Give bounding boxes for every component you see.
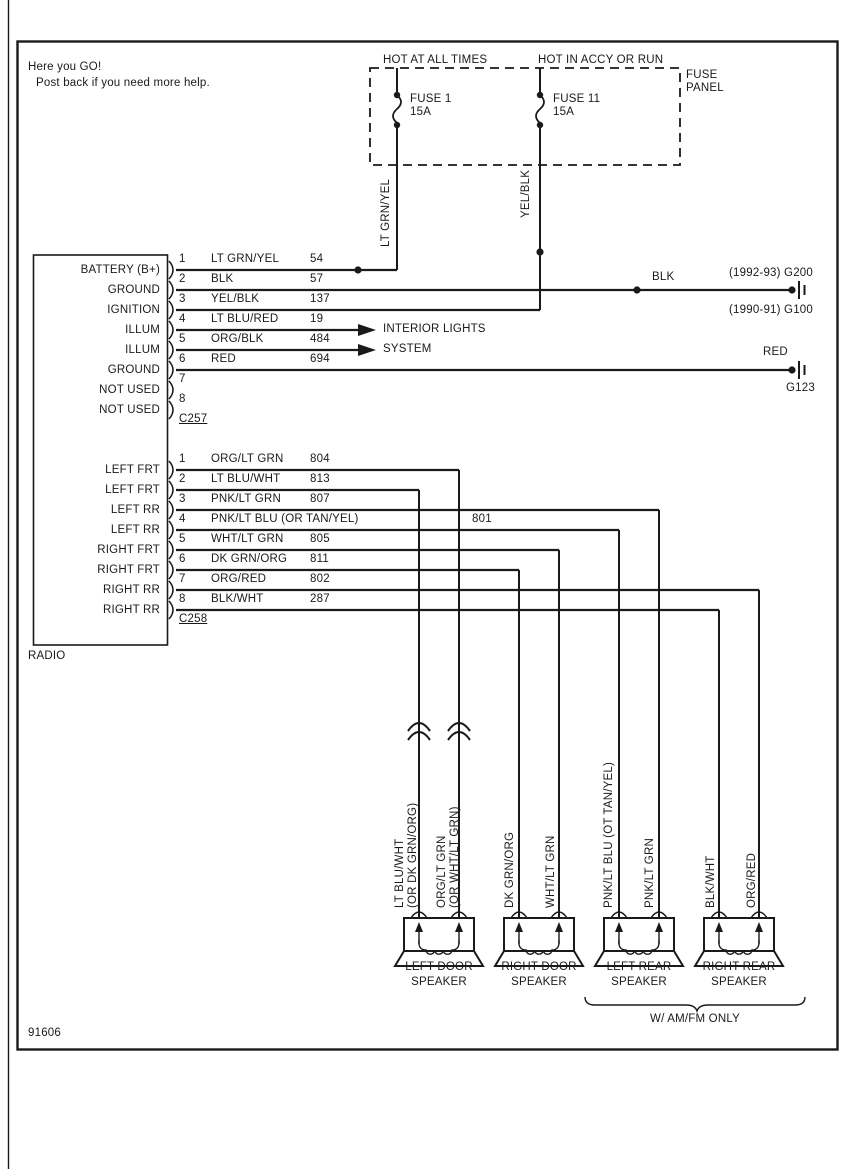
fuse-panel-label: FUSE PANEL (686, 69, 724, 94)
c258-pin7-wire: ORG/RED (211, 573, 267, 585)
c257-pin4-num: 4 (179, 313, 186, 325)
c258-pin8-function: RIGHT RR (103, 604, 160, 616)
right-door-speaker-icon (495, 912, 583, 966)
c258-pin3-circuit: 807 (310, 493, 330, 505)
c257-pin4-wire: LT BLU/RED (211, 313, 279, 325)
c258-pin4-circuit: 801 (472, 513, 492, 525)
junction-dot (354, 266, 361, 273)
g123-label: G123 (786, 382, 815, 394)
c257-pin2-num: 2 (179, 273, 186, 285)
amfm-only-note: W/ AM/FM ONLY (650, 1013, 740, 1025)
c257-pin6-function: GROUND (107, 364, 160, 376)
c258-pin7-function: RIGHT RR (103, 584, 160, 596)
fuse1-wire-label: LT GRN/YEL (380, 178, 392, 247)
left-door-speaker-icon (395, 912, 483, 966)
c257-pin1-num: 1 (179, 253, 186, 265)
c257-pin1-wire: LT GRN/YEL (211, 253, 280, 265)
fuse1-symbol (393, 95, 401, 123)
c257-pin5-function: ILLUM (125, 344, 160, 356)
c258-pin1-num: 1 (179, 453, 186, 465)
hot-in-accy-label: HOT IN ACCY OR RUN (538, 54, 664, 66)
c258-pin6-function: RIGHT FRT (97, 564, 160, 576)
c257-wires (176, 248, 790, 370)
right-door-speaker-label: RIGHT DOOR (501, 961, 577, 973)
c257-pin1-circuit: 54 (310, 253, 324, 265)
c258-pin6-num: 6 (179, 553, 186, 565)
fuse11-name: FUSE 11 (553, 93, 601, 105)
c258-pin8-circuit: 287 (310, 593, 330, 605)
c257-pin4-function: ILLUM (125, 324, 160, 336)
c257-pin8-num: 8 (179, 393, 186, 405)
c257-pin2-circuit: 57 (310, 273, 324, 285)
c257-connector-label: C257 (179, 413, 208, 425)
c257-pin3-num: 3 (179, 293, 186, 305)
c258-pin5-num: 5 (179, 533, 186, 545)
wire-break-symbol (408, 723, 470, 740)
c258-pin7-num: 7 (179, 573, 186, 585)
c258-pin4-function: LEFT RR (110, 524, 160, 536)
c258-pin3-num: 3 (179, 493, 186, 505)
c258-pin1-function: LEFT FRT (105, 464, 160, 476)
red-wire-label: RED (763, 346, 788, 358)
blk-wire-label: BLK (652, 271, 675, 283)
left-rear-speaker-icon (595, 912, 683, 966)
interior-lights-line2: SYSTEM (383, 343, 432, 355)
c257-pin7-num: 7 (179, 373, 186, 385)
left-rear-speaker-label: LEFT REAR (606, 961, 672, 973)
speaker-wire-label: (OR WHT/LT GRN) (449, 806, 461, 908)
g200-label: (1992-93) G200 (729, 267, 813, 279)
left-door-speaker-label: LEFT DOOR (405, 961, 473, 973)
c257-pin7-function: NOT USED (99, 384, 160, 396)
fuse11-rating: 15A (553, 106, 575, 118)
c257-pin5-num: 5 (179, 333, 186, 345)
c257-pin6-wire: RED (211, 353, 236, 365)
c257-pin6-num: 6 (179, 353, 186, 365)
c258-pin1-wire: ORG/LT GRN (211, 453, 284, 465)
left-rear-speaker-label2: SPEAKER (611, 976, 667, 988)
c257-pin3-circuit: 137 (310, 293, 330, 305)
speaker-wire-label: ORG/RED (746, 852, 758, 908)
right-rear-speaker-icon (695, 912, 783, 966)
c258-pin8-wire: BLK/WHT (211, 593, 264, 605)
c258-pin5-function: RIGHT FRT (97, 544, 160, 556)
interior-lights-line1: INTERIOR LIGHTS (383, 323, 486, 335)
speaker-wire-label: WHT/LT GRN (545, 835, 557, 908)
c258-pin2-function: LEFT FRT (105, 484, 160, 496)
right-door-speaker-label2: SPEAKER (511, 976, 567, 988)
c258-pin1-circuit: 804 (310, 453, 330, 465)
hot-at-all-times-label: HOT AT ALL TIMES (383, 54, 488, 66)
amfm-brace (585, 997, 805, 1011)
note-line1: Here you GO! (28, 61, 102, 73)
c257-pin2-wire: BLK (211, 273, 234, 285)
ground-symbol-g123 (788, 361, 804, 379)
c258-pin2-num: 2 (179, 473, 186, 485)
speaker-wire-label: DK GRN/ORG (504, 831, 516, 908)
c257-pin6-circuit: 694 (310, 353, 330, 365)
c257-pin1-function: BATTERY (B+) (80, 264, 160, 276)
fuse1-rating: 15A (410, 106, 432, 118)
c257-pin2-function: GROUND (107, 284, 160, 296)
left-door-speaker-label2: SPEAKER (411, 976, 467, 988)
c258-pin5-wire: WHT/LT GRN (211, 533, 284, 545)
junction-dot (536, 248, 543, 255)
interior-lights-arrow (358, 324, 376, 336)
c258-pin6-wire: DK GRN/ORG (211, 553, 288, 565)
doc-number: 91606 (28, 1027, 61, 1039)
junction-dot (633, 286, 640, 293)
c257-pin3-wire: YEL/BLK (211, 293, 260, 305)
right-rear-speaker-label2: SPEAKER (711, 976, 767, 988)
fuse1-name: FUSE 1 (410, 93, 452, 105)
c257-pin3-function: IGNITION (107, 304, 160, 316)
c258-pin3-function: LEFT RR (110, 504, 160, 516)
c258-pin6-circuit: 811 (310, 553, 329, 565)
c258-pin2-circuit: 813 (310, 473, 330, 485)
note-line2: Post back if you need more help. (36, 77, 210, 89)
right-rear-speaker-label: RIGHT REAR (702, 961, 776, 973)
c258-connector-label: C258 (179, 613, 208, 625)
c258-pin8-num: 8 (179, 593, 186, 605)
c258-pin7-circuit: 802 (310, 573, 330, 585)
c258-pin4-wire: PNK/LT BLU (OR TAN/YEL) (211, 513, 359, 525)
c258-pin3-wire: PNK/LT GRN (211, 493, 281, 505)
radio-label: RADIO (28, 650, 66, 662)
g100-label: (1990-91) G100 (729, 304, 813, 316)
speaker-wire-label: ORG/LT GRN (436, 835, 448, 908)
c257-pin4-circuit: 19 (310, 313, 324, 325)
c258-pin4-num: 4 (179, 513, 186, 525)
c257-pin8-function: NOT USED (99, 404, 160, 416)
speaker-wire-label: (OR DK GRN/ORG) (407, 802, 419, 908)
speaker-wire-label: LT BLU/WHT (394, 838, 406, 908)
connector-pin-brackets (169, 261, 173, 619)
speaker-wire-label: PNK/LT BLU (OT TAN/YEL) (603, 761, 615, 908)
c258-pin5-circuit: 805 (310, 533, 330, 545)
speaker-wire-label: BLK/WHT (705, 855, 717, 908)
speaker-wire-label: PNK/LT GRN (644, 838, 656, 908)
fuse11-wire-label: YEL/BLK (520, 169, 532, 218)
ground-symbol-g200-g100 (788, 281, 804, 299)
interior-lights-arrow (358, 344, 376, 356)
c257-pin5-circuit: 484 (310, 333, 330, 345)
c257-pin5-wire: ORG/BLK (211, 333, 264, 345)
c258-pin2-wire: LT BLU/WHT (211, 473, 281, 485)
fuse11-symbol (536, 95, 544, 123)
